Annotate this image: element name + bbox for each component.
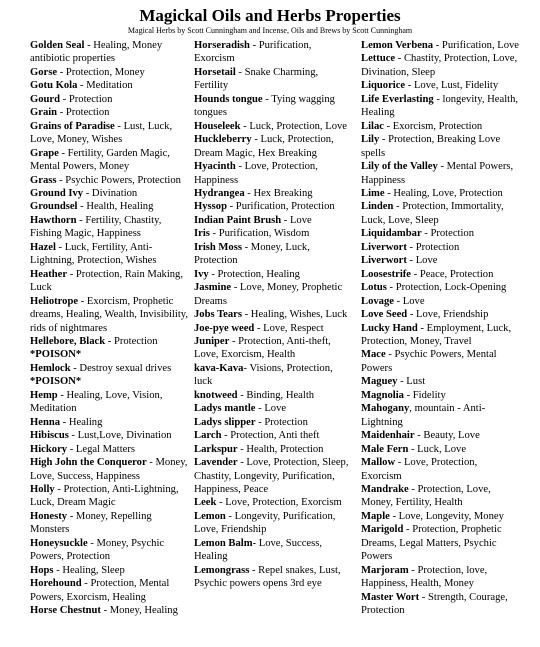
herb-entry (194, 120, 350, 133)
herb-name: Ground Ivy (30, 187, 84, 199)
herb-entry (194, 268, 350, 281)
herb-name: Marigold (361, 524, 404, 536)
herb-properties: - Money, Psychic Powers, Protection (30, 537, 165, 563)
herb-name: Gotu Kola (30, 80, 78, 92)
herb-name: Hawthorn (30, 214, 77, 226)
herb-properties: - Healing, Love, Protection (384, 187, 503, 199)
herb-entry (30, 443, 190, 456)
herb-properties: - Protection, Anti-Lightning, Luck, Dream Magic (30, 483, 179, 509)
herb-properties: - Money, Healing (100, 605, 178, 617)
herb-entry (361, 591, 519, 618)
herb-name: Ivy (194, 268, 209, 280)
herb-properties: - Protection (105, 335, 158, 347)
herb-name: Love Seed (361, 309, 408, 321)
herb-properties: - Love, Lust, Fidelity (405, 80, 499, 92)
herb-entry (361, 133, 519, 160)
herb-entry (30, 389, 190, 416)
herb-properties: - Healing (60, 416, 103, 428)
herb-name: Gourd (30, 93, 61, 105)
herb-entry (361, 241, 519, 254)
herb-entry (194, 322, 350, 335)
herb-name: Horsetail (194, 66, 236, 78)
herb-entry (30, 268, 190, 295)
herb-entry (361, 308, 519, 321)
herb-entry (194, 335, 350, 362)
herb-properties: - Protection, Lock-Opening (386, 282, 507, 294)
herb-properties: - Protection, Breaking Love spells (361, 134, 501, 159)
herb-properties: - Protection (60, 93, 113, 105)
herb-entry (194, 160, 350, 187)
herb-properties: - Healing, Love, Vision, Meditation (30, 389, 163, 415)
herb-properties: - Love (393, 295, 425, 307)
herb-name: knotweed (194, 389, 238, 401)
herb-name: Liverwort (361, 255, 407, 267)
herb-properties: - Love (255, 403, 287, 415)
herb-column-2 (194, 39, 350, 591)
herb-entry (361, 227, 519, 240)
herb-properties: - Fidelity (403, 389, 446, 401)
herb-name: Lovage (361, 295, 394, 307)
herb-name: Hickory (30, 443, 68, 455)
herb-properties: - Divination (83, 187, 138, 199)
herb-entry (194, 416, 350, 429)
herb-name: Hellebore, Black (30, 335, 106, 347)
herb-properties: - Tying wagging tongues (194, 93, 335, 119)
herb-entry (361, 523, 519, 563)
herb-entry (194, 281, 350, 308)
herb-properties: - Peace, Protection (411, 268, 494, 280)
herb-name: Houseleek (194, 120, 241, 132)
herb-entry (361, 510, 519, 523)
herb-name: Lucky Hand (361, 322, 418, 334)
herb-entry (361, 322, 519, 349)
herb-properties: - Luck, Protection, Love (240, 120, 347, 132)
herb-entry (361, 200, 519, 227)
herb-properties: - Protection (406, 241, 460, 253)
herb-name: Horehound (30, 578, 82, 590)
page-subtitle: Magical Herbs by Scott Cunningham and Incense, Oils and Brews by Scott Cunningham (127, 26, 413, 35)
herb-name: Mandrake (361, 483, 409, 495)
herb-properties: - Purification, Exorcism (194, 40, 312, 65)
herb-name: Hazel (30, 241, 56, 253)
herb-properties: - Lust, Luck, Love, Money, Wishes (30, 120, 173, 146)
herb-name: Lotus (361, 282, 387, 294)
herb-entry (361, 402, 519, 429)
herb-properties: - Chastity, Protection, Love, Divination, Sleep (361, 53, 518, 78)
herb-entry (361, 93, 519, 120)
herb-entry (30, 604, 190, 617)
herb-name: Liverwort (361, 241, 407, 253)
herb-name: kava-Kava (194, 362, 244, 374)
herb-entry (30, 456, 190, 483)
herb-name: Life Everlasting (361, 93, 434, 105)
herb-entry (194, 241, 350, 268)
herb-entry (361, 443, 519, 456)
herb-name: Golden Seal (30, 40, 85, 51)
herb-properties: - Binding, Health (237, 389, 315, 401)
herb-properties: - Healing, Money antibiotic properties (30, 40, 163, 65)
herb-entry (30, 348, 190, 361)
herb-entry (194, 133, 350, 160)
herb-entry (30, 564, 190, 577)
herb-name: Grass (30, 174, 57, 186)
herb-properties: - Destroy sexual drives (70, 362, 172, 374)
herb-properties: - Money, Repelling Monsters (30, 510, 152, 536)
herb-properties: - Protection, Immortality, Luck, Love, Sleep (361, 201, 504, 226)
herb-properties: - Money, Luck, Protection (194, 241, 310, 267)
herb-name: Grains of Paradise (30, 120, 115, 132)
herb-entry (194, 187, 350, 200)
herb-name: Juniper (194, 335, 230, 347)
herb-entry (30, 66, 190, 79)
herb-properties: - Mental Powers, Happiness (361, 161, 514, 186)
herb-properties: - Protection, Anti theft (221, 430, 320, 442)
herb-properties: - Protection, Mental Powers, Exorcism, Healing (30, 578, 170, 603)
herb-entry (194, 456, 350, 496)
herb-properties: - Strength, Courage, Protection (361, 591, 508, 617)
herb-name: Heather (30, 268, 68, 280)
herb-name: Magnolia (361, 389, 404, 401)
herb-column-3 (361, 39, 519, 617)
herb-entry (194, 200, 350, 213)
herb-properties: - Protection (421, 228, 475, 240)
herb-entry (30, 375, 190, 388)
herb-entry (194, 93, 350, 120)
herb-name: Hydrangea (194, 187, 245, 199)
herb-name: Maidenhair (361, 430, 415, 442)
herb-entry (30, 295, 190, 335)
herb-entry (194, 66, 350, 93)
herb-entry (361, 483, 519, 510)
herb-name: Jasmine (194, 282, 232, 294)
herb-name: Larch (194, 430, 222, 442)
herb-entry (361, 39, 519, 52)
herb-properties: - Luck, Protection, Dream Magic, Hex Breaking (194, 134, 334, 159)
herb-entry (30, 93, 190, 106)
herb-properties: - Repel snakes, Lust, Psychic powers opens 3rd eye (194, 564, 341, 590)
herb-entry (30, 120, 190, 147)
herb-properties: - Healing, Sleep (53, 564, 125, 576)
herb-properties: - Healing, Wishes, Luck (241, 309, 348, 321)
herb-properties: - Love, Money, Prophetic Dreams (194, 282, 343, 307)
herb-entry (194, 564, 350, 591)
herb-entry (194, 443, 350, 456)
herb-name: Grape (30, 147, 59, 159)
herb-name: Hounds tongue (194, 93, 263, 105)
herb-entry (194, 227, 350, 240)
herb-name: Ladys mantle (194, 403, 256, 415)
herb-entry (30, 362, 190, 375)
herb-name: Hibiscus (30, 430, 69, 442)
herb-properties: - Exorcism, Protection (383, 120, 483, 132)
herb-entry (30, 429, 190, 442)
herb-properties: - Health, Protection (237, 443, 324, 455)
herb-properties: , mountain - Anti-Lightning (361, 403, 486, 428)
herb-name: Mahogany (361, 403, 410, 415)
herb-name: Lettuce (361, 53, 396, 65)
herb-name: Maguey (361, 376, 398, 388)
herb-name: Hyssop (194, 201, 227, 213)
herb-properties: - Protection (255, 416, 308, 428)
herb-name: Lemon (194, 510, 226, 522)
herb-entry (30, 214, 190, 241)
herb-entry (30, 241, 190, 268)
herb-entry (30, 187, 190, 200)
herb-entry (30, 577, 190, 604)
herb-properties: - Beauty, Love (414, 430, 480, 442)
herb-properties: - Luck, Love (408, 443, 467, 455)
herb-entry (361, 564, 519, 591)
herb-name: Male Fern (361, 443, 409, 455)
herb-name: Henna (30, 416, 61, 428)
herb-entry (361, 268, 519, 281)
herb-name: Liquorice (361, 80, 406, 92)
herb-name: Huckleberry (194, 134, 252, 146)
herb-name: Larkspur (194, 443, 238, 455)
herb-entry (361, 375, 519, 388)
herb-name: Holly (30, 483, 55, 495)
herb-properties: - Snake Charming, Fertility (194, 66, 319, 92)
herb-name: Groundsel (30, 201, 78, 213)
herb-name: Lily (361, 134, 380, 146)
herb-properties: - Love (406, 255, 438, 267)
herb-entry (30, 483, 190, 510)
herb-name: Honesty (30, 510, 68, 522)
herb-name: Heliotrope (30, 295, 79, 307)
herb-name: Horseradish (194, 40, 250, 51)
herb-entry (30, 106, 190, 119)
herb-entry (361, 456, 519, 483)
herb-name: Hemp (30, 389, 58, 401)
herb-properties: - Love, Protection, Happiness (194, 161, 318, 186)
herb-name: Lemongrass (194, 564, 250, 576)
herb-entry (30, 147, 190, 174)
herb-entry (194, 362, 350, 389)
herb-entry (361, 187, 519, 200)
herb-entry (30, 537, 190, 564)
herb-column-1 (30, 39, 190, 617)
herb-name: Master Wort (361, 591, 420, 603)
herb-entry (30, 39, 190, 66)
herb-entry (194, 496, 350, 509)
herb-name: Jobs Tears (194, 309, 242, 321)
herb-entry (361, 389, 519, 402)
herb-properties: - Psychic Powers, Protection (56, 174, 181, 186)
herb-name: Hemlock (30, 362, 71, 374)
herb-properties: - Purification, Wisdom (209, 228, 310, 240)
herb-entry (194, 429, 350, 442)
herb-entry (361, 120, 519, 133)
herb-properties: - Protection, Rain Making, Luck (30, 268, 184, 294)
herb-name: Lilac (361, 120, 384, 132)
herb-properties: - Love, Success, Healing (194, 537, 322, 563)
herb-properties: - Luck, Fertility, Anti-Lightning, Protection, Wishes (30, 241, 157, 267)
herb-properties: - Meditation (77, 80, 133, 92)
herb-name: Lily of the Valley (361, 161, 438, 173)
herb-name: Honeysuckle (30, 537, 88, 549)
herb-name: Iris (194, 228, 210, 240)
herb-properties: - Fertility, Chastity, Fishing Magic, Happiness (30, 214, 162, 240)
herb-entry (361, 281, 519, 294)
herb-entry (30, 510, 190, 537)
herb-name: Ladys slipper (194, 416, 256, 428)
herb-name: Mallow (361, 457, 396, 469)
herb-properties: - Protection, Prophetic Dreams, Legal Matters, Psychic Powers (361, 524, 502, 563)
herb-entry (361, 429, 519, 442)
herb-properties: - Exorcism, Prophetic dreams, Healing, Wealth, Invisibility, rids of nightmares (30, 295, 189, 334)
herb-properties: - Fertility, Garden Magic, Mental Powers, Money (30, 147, 170, 173)
herb-entry (194, 39, 350, 66)
herb-name: Marjoram (361, 564, 409, 576)
herb-entry (194, 510, 350, 537)
herb-entry (30, 335, 190, 348)
herb-properties: - Purification, Protection (226, 201, 335, 213)
herb-name: Maple (361, 510, 390, 522)
herb-properties: - Love, Protection, Sleep, Chastity, Longevity, Purification, Happiness, Peace (194, 457, 349, 495)
herb-entry (194, 308, 350, 321)
herb-name: Loosestrife (361, 268, 412, 280)
herb-properties: - Longevity, Purification, Love, Friendship (194, 510, 336, 536)
herb-name: Lemon Balm (194, 537, 253, 549)
herb-properties: - Protection, Anti-theft, Love, Exorcism, Health (194, 335, 331, 361)
herb-entry (361, 52, 519, 79)
herb-properties: - longevity, Health, Healing (361, 93, 519, 119)
herb-entry (30, 200, 190, 213)
herb-properties: - Love, Friendship (407, 309, 489, 321)
herb-name: Horse Chestnut (30, 605, 101, 617)
herb-properties: - Visions, Protection, luck (194, 362, 333, 388)
herb-entry (361, 348, 519, 375)
herb-entry (361, 254, 519, 267)
herb-name: *POISON* (30, 349, 82, 361)
herb-properties: - Protection, love, Happiness, Health, Money (361, 564, 488, 590)
herb-properties: - Lust (397, 376, 426, 388)
herb-entry (194, 389, 350, 402)
herb-name: *POISON* (30, 376, 82, 388)
herb-name: Irish Moss (194, 241, 242, 253)
herb-properties: - Love, Protection, Exorcism (361, 457, 478, 482)
herb-name: Hyacinth (194, 161, 236, 173)
herb-name: Linden (361, 201, 394, 213)
herb-properties: - Money, Love, Success, Happiness (30, 457, 188, 482)
herb-properties: - Love (281, 214, 312, 226)
herb-properties: - Employment, Luck, Protection, Money, Travel (361, 322, 512, 347)
herb-name: Indian Paint Brush (194, 214, 282, 226)
herb-properties: - Health, Healing (77, 201, 154, 213)
herb-properties: - Love, Protection, Exorcism (216, 497, 342, 509)
herb-name: Mace (361, 349, 386, 361)
herb-entry (194, 537, 350, 564)
herb-entry (361, 295, 519, 308)
herb-name: Lime (361, 187, 385, 199)
herb-entry (30, 416, 190, 429)
herb-properties: - Hex Breaking (244, 187, 313, 199)
herb-name: Hops (30, 564, 54, 576)
herb-entry (361, 160, 519, 187)
herb-properties: - Psychic Powers, Mental Powers (361, 349, 497, 374)
herb-properties: - Love, Longevity, Money (389, 510, 504, 522)
herb-entry (30, 174, 190, 187)
herb-entry (194, 402, 350, 415)
herb-entry (194, 214, 350, 227)
herb-properties: - Protection, Money (57, 66, 145, 78)
herb-name: Gorse (30, 66, 58, 78)
herb-name: High John the Conqueror (30, 457, 147, 469)
herb-name: Joe-pye weed (194, 322, 255, 334)
herb-properties: - Lust,Love, Divination (68, 430, 172, 442)
herb-properties: - Protection, Love, Money, Fertility, Health (361, 483, 491, 509)
herb-properties: - Love, Respect (254, 322, 324, 334)
herb-name: Lavender (194, 457, 238, 469)
herb-name: Liquidambar (361, 228, 422, 240)
herb-entry (30, 79, 190, 92)
herb-properties: - Legal Matters (67, 443, 136, 455)
herb-properties: - Purification, Love (433, 40, 520, 51)
page-title: Magickal Oils and Herbs Properties (139, 6, 401, 25)
herb-properties: - Protection (57, 107, 110, 119)
herb-entry (361, 79, 519, 92)
herb-properties: - Protection, Healing (208, 268, 300, 280)
herb-name: Lemon Verbena (361, 40, 434, 51)
herb-name: Leek (194, 497, 217, 509)
herb-name: Grain (30, 107, 58, 119)
